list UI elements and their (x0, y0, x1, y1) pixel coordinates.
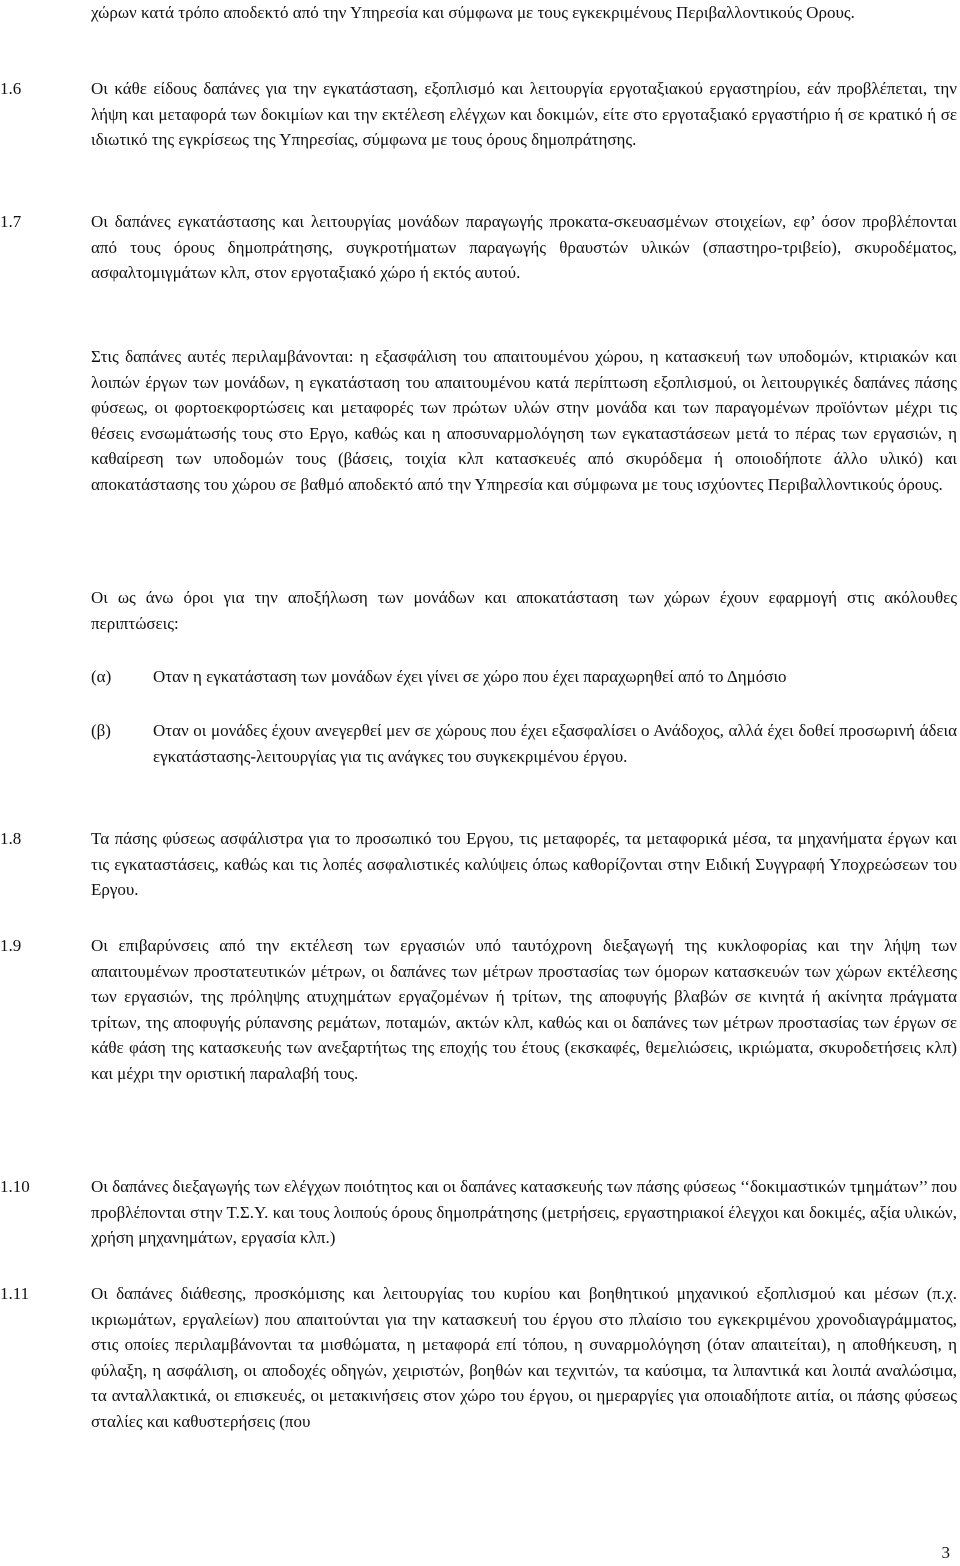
page-number: 3 (941, 1543, 950, 1562)
section-number: 1.9 (0, 936, 22, 955)
section-text: Οι δαπάνες διάθεσης, προσκόμισης και λειτουργίας του κυρίου και βοηθητικού μηχανικού εξοπλισμού και μέσων (π.χ. ικριωμάτων, εργαλείων) που απαιτούνται για την κατασκευή του έργου στο πλαίσιο του εγκεκριμένου χρονοδιαγράμματος, στις οποίες περιλαμβάνονται τα μισθώματα, η μεταφορά επί τόπου, η συναρμολόγηση (όταν απαιτείται), η αποθήκευση, η φύλαξη, η ασφάλιση, οι αποδοχές οδηγών, χειριστών, βοηθών και τεχνιτών, τα καύσιμα, τα λιπαντικά και λοιπά αναλώσιμα, τα ανταλλακτικά, οι επισκευές, οι μετακινήσεις στον χώρο του έργου, οι ημεραργίες για οποιαδήποτε αιτία, οι πάσης φύσεως σταλίες και καθυστερήσεις (που (91, 1284, 957, 1431)
section-1-7-paragraph-2: Στις δαπάνες αυτές περιλαμβάνονται: η εξασφάλιση του απαιτουμένου χώρου, η κατασκευή των υποδομών, κτιριακών και λοιπών έργων των μονάδων, η εγκατάσταση του απαιτουμένου κατά περίπτωση εξοπλισμού, οι λειτουργικές δαπάνες πάσης φύσεως, οι φορτοεκφορτώσεις και μεταφορές των πρώτων υλών στην μονάδα και των παραγομένων προϊόντων μέχρι τις θέσεις ενσωμάτωσής τους στο Εργο, καθώς και η αποσυναρμολόγηση των εγκαταστάσεων μετά το πέρας των εργασιών, η καθαίρεση των υποδομών τους (βάσεις, τοιχία κλπ κατασκευές από σκυρόδεμα ή οποιοδήποτε άλλο υλικό) και αποκατάστασης του χώρου σε βαθμό αποδεκτό από την Υπηρεσία και σύμφωνα με τους ισχύοντες Περιβαλλοντικούς όρους. (91, 347, 957, 494)
section-number: 1.8 (0, 829, 22, 848)
section-number: 1.10 (0, 1177, 30, 1196)
case-text: Οταν οι μονάδες έχουν ανεγερθεί μεν σε χώρους που έχει εξασφαλίσει ο Ανάδοχος, αλλά έχει δοθεί προσωρινή άδεια εγκατάστασης-λειτουργίας για τις ανάγκες του συγκεκριμένου έργου. (153, 721, 957, 766)
case-label: (α) (91, 667, 112, 686)
section-number: 1.6 (0, 79, 22, 98)
section-number: 1.7 (0, 212, 22, 231)
section-text: Οι δαπάνες διεξαγωγής των ελέγχων ποιότητος και οι δαπάνες κατασκευής των πάσης φύσεως ‘‘δοκιμαστικών τμημάτων’’ που προβλέπονται στην Τ.Σ.Υ. και τους λοιπούς όρους δημοπράτησης (μετρήσεις, εργαστηριακοί έλεγχοι και δοκιμές, αξία υλικών, χρήση μηχανημάτων, εργασία κλπ.) (91, 1177, 957, 1247)
section-text: Οι επιβαρύνσεις από την εκτέλεση των εργασιών υπό ταυτόχρονη διεξαγωγή της κυκλοφορίας και την λήψη των απαιτουμένων προστατευτικών μέτρων, οι δαπάνες των μέτρων προστασίας των όμορων κατασκευών των χώρων εκτέλεσης των εργασιών, της πρόληψης ατυχημάτων εργαζομένων ή τρίτων, της αποφυγής βλαβών σε κινητά ή ακίνητα πράγματα τρίτων, της αποφυγής ρύπανσης ρεμάτων, ποταμών, ακτών κλπ, καθώς και οι δαπάνες των μέτρων προστασίας των έργων σε κάθε φάση της κατασκευής των ανεξαρτήτως της εποχής του έτους (εκσκαφές, θεμελιώσεις, ικριώματα, σκυροδετήσεις κλπ) και μέχρι την οριστική παραλαβή τους. (91, 936, 957, 1083)
section-1-7-paragraph-3: Οι ως άνω όροι για την αποξήλωση των μονάδων και αποκατάσταση των χώρων έχουν εφαρμογή στις ακόλουθες περιπτώσεις: (91, 588, 957, 633)
case-text: Οταν η εγκατάσταση των μονάδων έχει γίνει σε χώρο που έχει παραχωρηθεί από το Δημόσιο (153, 667, 787, 686)
intro-continuation: χώρων κατά τρόπο αποδεκτό από την Υπηρεσία και σύμφωνα με τους εγκεκριμένους Περιβαλλοντικούς Ορους. (91, 3, 855, 22)
section-text: Οι κάθε είδους δαπάνες για την εγκατάσταση, εξοπλισμό και λειτουργία εργοταξιακού εργαστηρίου, εάν προβλέπεται, την λήψη και μεταφορά των δοκιμίων και την εκτέλεση ελέγχων και δοκιμών, είτε στο εργοταξιακό εργαστήριο ή σε κρατικό ή σε ιδιωτικό της εγκρίσεως της Υπηρεσίας, σύμφωνα με τους όρους δημοπράτησης. (91, 79, 957, 149)
section-text: Οι δαπάνες εγκατάστασης και λειτουργίας μονάδων παραγωγής προκατα-σκευασμένων στοιχείων, εφ’ όσον προβλέπονται από τους όρους δημοπράτησης, συγκροτήματων παραγωγής θραυστών υλικών (σπαστηρο-τριβείο), σκυροδέματος, ασφαλτομιγμάτων κλπ, στον εργοταξιακό χώρο ή εκτός αυτού. (91, 212, 957, 282)
section-number: 1.11 (0, 1284, 30, 1303)
section-text: Τα πάσης φύσεως ασφάλιστρα για το προσωπικό του Εργου, τις μεταφορές, τα μεταφορικά μέσα, τα μηχανήματα έργων και τις εγκαταστάσεις, καθώς και τις λοπές ασφαλιστικές καλύψεις όπως καθορίζονται στην Ειδική Συγγραφή Υποχρεώσεων του Εργου. (91, 829, 957, 899)
case-label: (β) (91, 721, 111, 740)
